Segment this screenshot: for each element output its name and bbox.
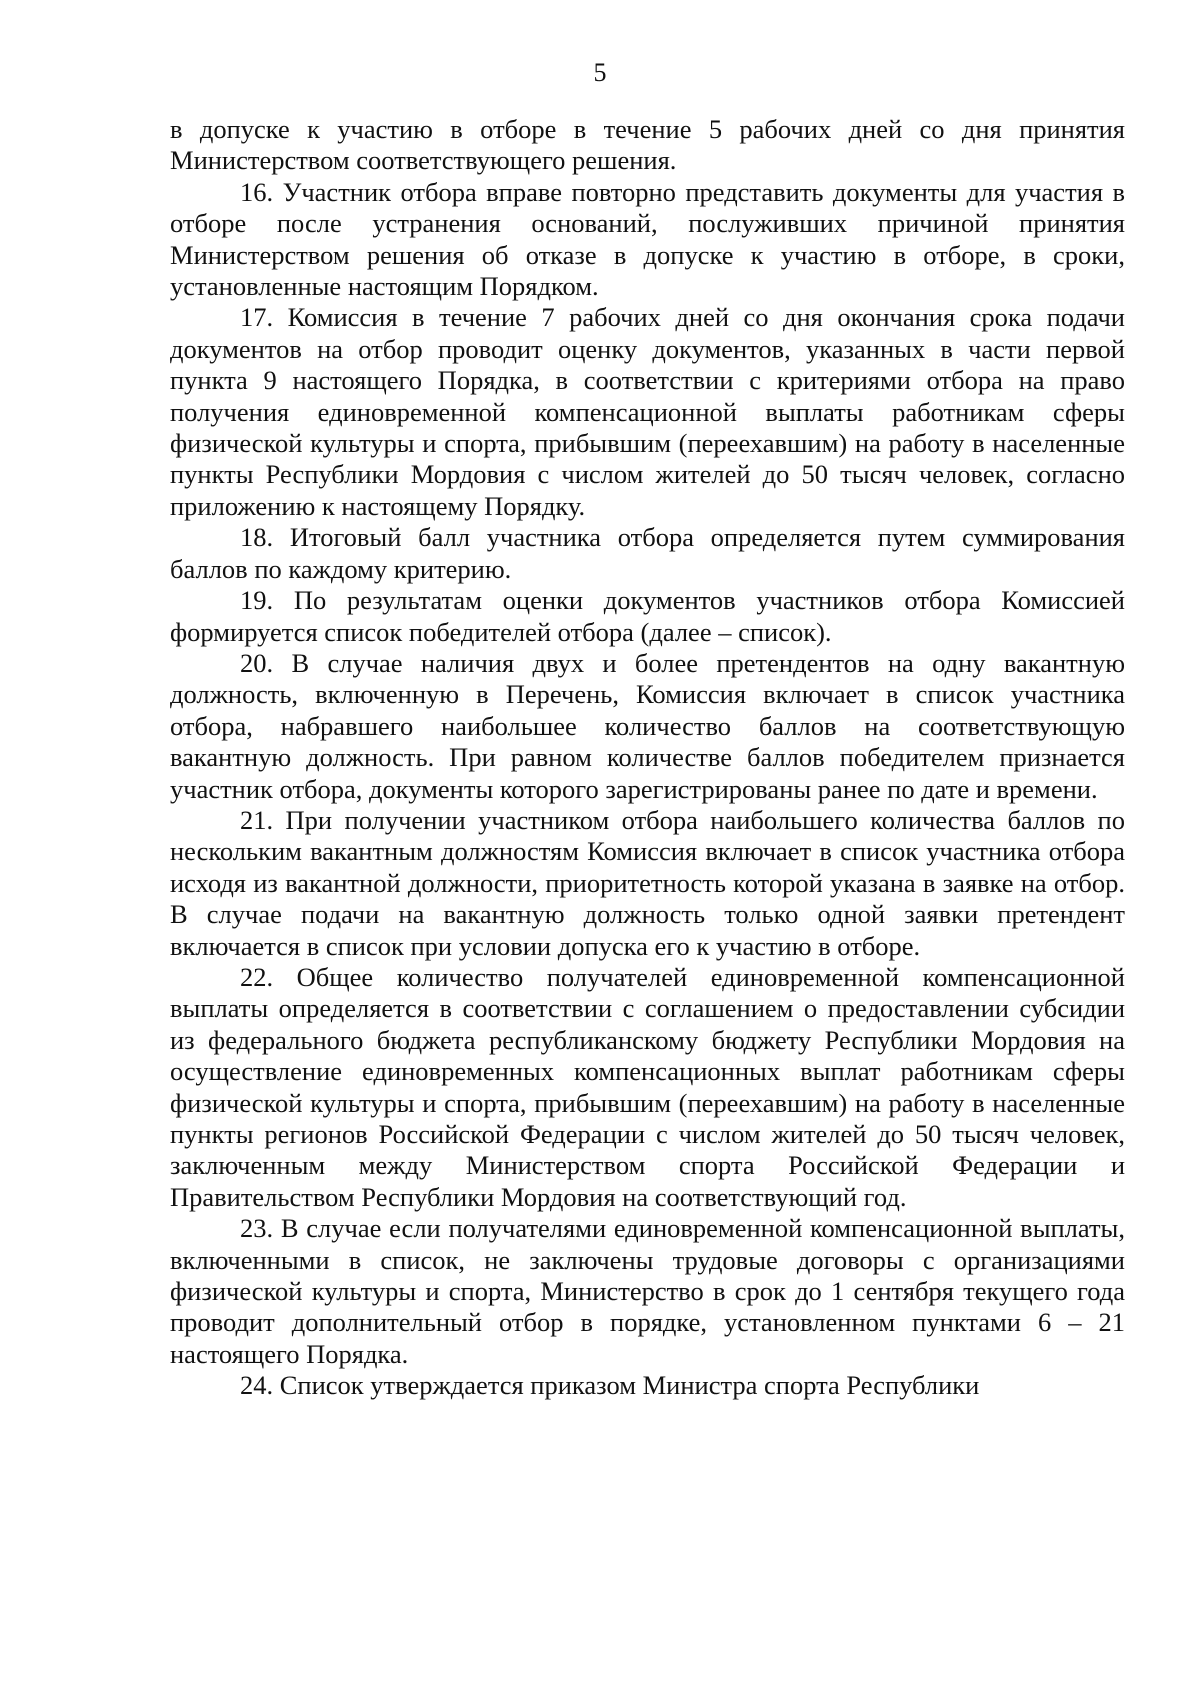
paragraph-18: 18. Итоговый балл участника отбора определяется путем суммирования баллов по каждому критерию. — [170, 522, 1125, 584]
paragraph-20: 20. В случае наличия двух и более претендентов на одну вакантную должность, включенную в Перечень, Комиссия включает в список участника отбора, набравшего наибольшее количество баллов на соответствующую вакантную должность. При равном количестве баллов победителем признается участник отбора, документы которого зарегистрированы ранее по дате и времени. — [170, 647, 1125, 804]
paragraph-24: 24. Список утверждается приказом Министра спорта Республики — [240, 1370, 980, 1401]
paragraph-continuation: в допуске к участию в отборе в течение 5 рабочих дней со дня принятия Министерством соответствующего решения. — [170, 114, 1125, 176]
paragraph-23: 23. В случае если получателями единовременной компенсационной выплаты, включенными в список, не заключены трудовые договоры с организациями физической культуры и спорта, Министерство в срок до 1 сентября текущего года проводит дополнительный отбор в порядке, установленном пунктами 6 – 21 настоящего Порядка. — [170, 1213, 1125, 1369]
paragraph-17: 17. Комиссия в течение 7 рабочих дней со дня окончания срока подачи документов на отбор проводит оценку документов, указанных в части первой пункта 9 настоящего Порядка, в соответствии с критериями отбора на право получения единовременной компенсационной выплаты работникам сферы физической культуры и спорта, прибывшим (переехавшим) на работу в населенные пункты Республики Мордовия с числом жителей до 50 тысяч человек, согласно приложению к настоящему Порядку. — [170, 302, 1125, 521]
page-number: 5 — [593, 58, 607, 87]
document-body — [170, 114, 1125, 1402]
paragraph-21: 21. При получении участником отбора наибольшего количества баллов по нескольким вакантным должностям Комиссия включает в список участника отбора исходя из вакантной должности, приоритетность которой указана в заявке на отбор. В случае подачи на вакантную должность только одной заявки претендент включается в список при условии допуска его к участию в отборе. — [170, 804, 1125, 961]
paragraph-19: 19. По результатам оценки документов участников отбора Комиссией формируется список победителей отбора (далее – список). — [170, 585, 1125, 647]
paragraph-16: 16. Участник отбора вправе повторно представить документы для участия в отборе после устранения оснований, послуживших причиной принятия Министерством решения об отказе в допуске к участию в отборе, в сроки, установленные настоящим Порядком. — [170, 176, 1125, 302]
paragraph-22: 22. Общее количество получателей единовременной компенсационной выплаты определяется в соответствии с соглашением о предоставлении субсидии из федерального бюджета республиканскому бюджету Республики Мордовия на осуществление единовременных компенсационных выплат работникам сферы физической культуры и спорта, прибывшим (переехавшим) на работу в населенные пункты регионов Российской Федерации с числом жителей до 50 тысяч человек, заключенным между Министерством спорта Российской Федерации и Правительством Республики Мордовия на соответствующий год. — [170, 961, 1125, 1212]
